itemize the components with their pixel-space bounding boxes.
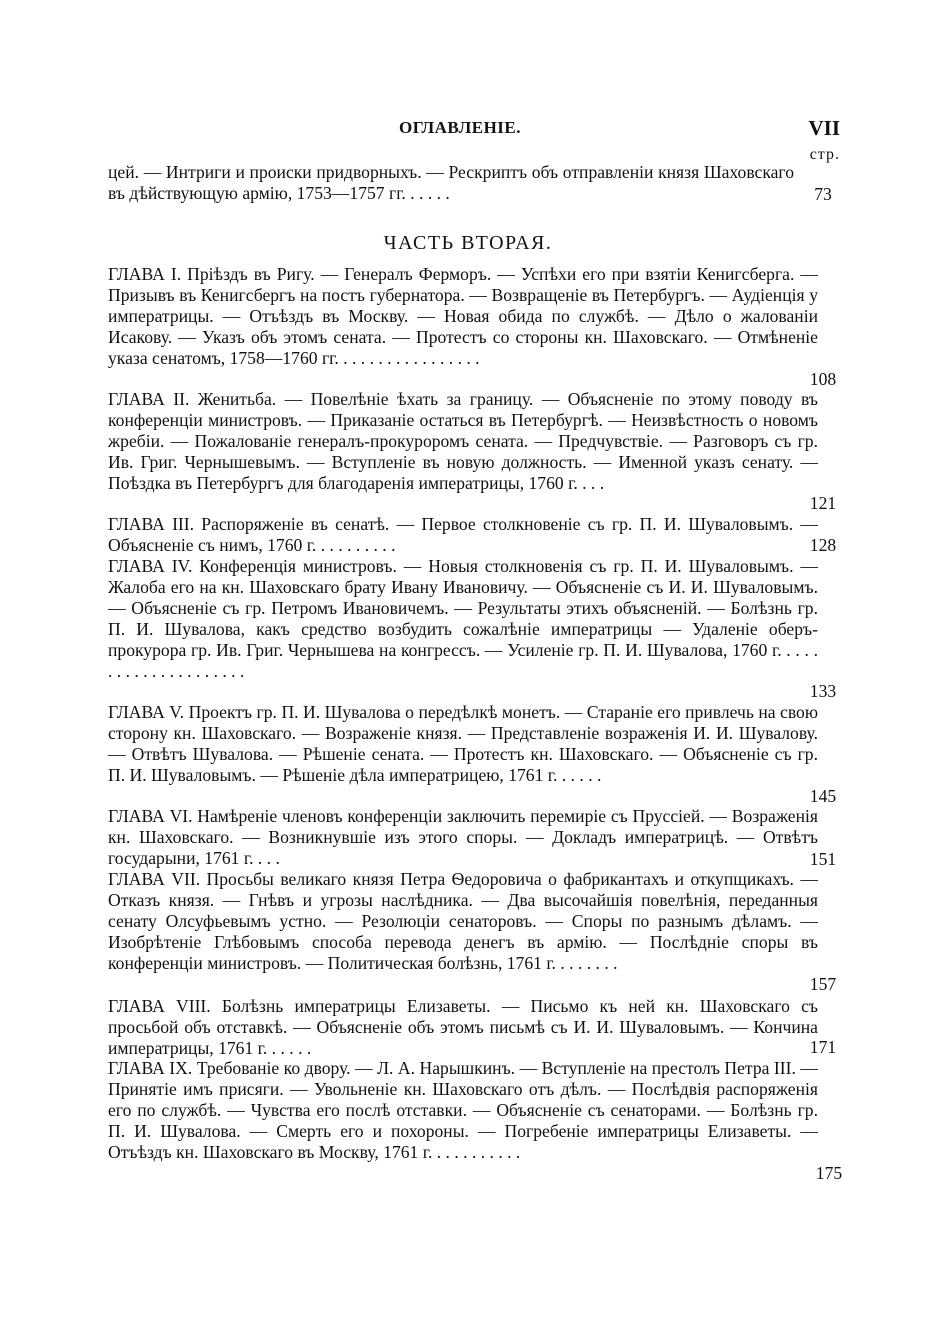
page-number: VII [808,116,840,140]
toc-entry-chapter-2 [108,389,818,494]
toc-entry-page: 73 [814,184,832,204]
toc-entry-page: 145 [809,786,837,806]
toc-entry-text: ГЛАВА V. Проектъ гр. П. И. Шувалова о передѣлкѣ монетъ. — Стараніе его привлечь на свою сторону кн. Шаховскаго. — Возраженіе князя. — Представленіе возраженія И. И. Шувалову. — Отвѣтъ Шувалова. — Рѣшеніе сената. — Протестъ кн. Шаховскаго. — Объясненіе съ гр. П. И. Шуваловымъ. — Рѣшеніе дѣла императрицею, 1761 г. . . . . . [108,702,818,785]
page-column-label: стр. [809,146,840,163]
page-title: ОГЛАВЛЕНІЕ. [398,118,522,137]
toc-entry-chapter-7 [108,869,818,974]
toc-entry-chapter-5 [108,702,818,786]
toc-entry-page: 151 [809,849,837,869]
part-title: ЧАСТЬ ВТОРАЯ. [383,232,553,254]
toc-entry-text: ГЛАВА IV. Конференція министровъ. — Новыя столкновенія съ гр. П. И. Шуваловымъ. — Жалоба его на кн. Шаховскаго брату Ивану Ивановичу. — Объясненіе съ И. И. Шуваловымъ. — Объясненіе съ гр. Петромъ Ивановичемъ. — Результаты этихъ объясненій. — Болѣзнь гр. П. И. Шувалова, какъ средство возбудить сожалѣніе императрицы — Удаленіе оберъ-прокурора гр. Ив. Григ. Чернышева на конгрессъ. — Усиленіе гр. П. И. Шувалова, 1760 г. . . . . . . . . . . . . . . . . . . . . [108,556,818,681]
toc-entry-chapter-6 [108,806,818,869]
toc-entry-chapter-3 [108,514,818,556]
toc-entry-text: ГЛАВА VI. Намѣреніе членовъ конференціи заключить перемиріе съ Пруссіей. — Возраженія кн. Шаховскаго. — Возникнувшіе изъ этого споры. — Докладъ императрицѣ. — Отвѣтъ государыни, 1761 г. . . . [108,806,818,868]
toc-entry-text: цей. — Интриги и происки придворныхъ. — Рескриптъ объ отправленіи князя Шаховскаго въ дѣйствующую армію, 1753—1757 гг. . . . . . [108,162,794,203]
toc-entry-page: 171 [809,1037,837,1057]
toc-entry-text: ГЛАВА IX. Требованіе ко двору. — Л. А. Нарышкинъ. — Вступленіе на престолъ Петра III. — Принятіе имъ присяги. — Увольненіе кн. Шаховскаго отъ дѣлъ. — Послѣдвія распоряженія его по службѣ. — Чувства его послѣ отставки. — Объясненіе съ сенаторами. — Болѣзнь гр. П. И. Шувалова. — Смерть его и похороны. — Погребеніе императрицы Елизаветы. — Отъѣздъ кн. Шаховскаго въ Москву, 1761 г. . . . . . . . . . . [108,1058,818,1162]
toc-entry-page: 108 [809,369,837,389]
running-header [80,116,840,140]
toc-entry-page: 128 [809,535,837,555]
toc-entry-intro [108,162,794,204]
toc-entry-chapter-1 [108,264,818,369]
toc-entry-text: ГЛАВА II. Женитьба. — Повелѣніе ѣхать за границу. — Объясненіе по этому поводу въ конференціи министровъ. — Приказаніе остаться въ Петербургѣ. — Неизвѣстность о новомъ жребіи. — Пожалованіе генералъ-прокуроромъ сената. — Предчувствіе. — Разговоръ съ гр. Ив. Григ. Чернышевымъ. — Вступленіе въ новую должность. — Именной указъ сенату. — Поѣздка въ Петербургъ для благодаренія императрицы, 1760 г. . . . [108,389,818,493]
toc-entry-page: 157 [809,974,837,994]
toc-entry-page: 121 [809,493,837,513]
toc-entry-chapter-4 [108,556,818,682]
toc-entry-page: 175 [815,1163,843,1183]
toc-entry-text: ГЛАВА VIII. Болѣзнь императрицы Елизаветы. — Письмо къ ней кн. Шаховскаго съ просьбой объ отставкѣ. — Объясненіе объ этомъ письмѣ съ И. И. Шуваловымъ. — Кончина императрицы, 1761 г. . . . . . [108,996,818,1058]
toc-entry-text: ГЛАВА III. Распоряженіе въ сенатѣ. — Первое столкновеніе съ гр. П. И. Шуваловымъ. — Объясненіе съ нимъ, 1760 г. . . . . . . . . . [108,514,818,555]
toc-entry-chapter-8 [108,996,818,1059]
toc-entry-text: ГЛАВА I. Пріѣздъ въ Ригу. — Генералъ Ферморъ. — Успѣхи его при взятіи Кенигсберга. — Призывъ въ Кенигсбергъ на постъ губернатора. — Возвращеніе въ Петербургъ. — Аудіенція у императрицы. — Отъѣздъ въ Москву. — Новая обида по службѣ. — Дѣло о жалованіи Исакову. — Указъ объ этомъ сената. — Протестъ со стороны кн. Шаховскаго. — Отмѣненіе указа сенатомъ, 1758—1760 гг. . . . . . . . . . . . . . . . . [108,264,818,368]
toc-entry-chapter-9 [108,1058,818,1163]
toc-entry-text: ГЛАВА VII. Просьбы великаго князя Петра Ѳедоровича о фабрикантахъ и откупщикахъ. — Отказъ князя. — Гнѣвъ и угрозы наслѣдника. — Два высочайшія повелѣнія, переданныя сенату Олсуфьевымъ устно. — Резолюціи сенаторовъ. — Споры по разнымъ дѣламъ. — Изобрѣтеніе Глѣбовымъ способа перевода денегъ въ армію. — Послѣдніе споры въ конференціи министровъ. — Политическая болѣзнь, 1761 г. . . . . . . . [108,869,818,973]
toc-entry-page: 133 [809,681,837,701]
